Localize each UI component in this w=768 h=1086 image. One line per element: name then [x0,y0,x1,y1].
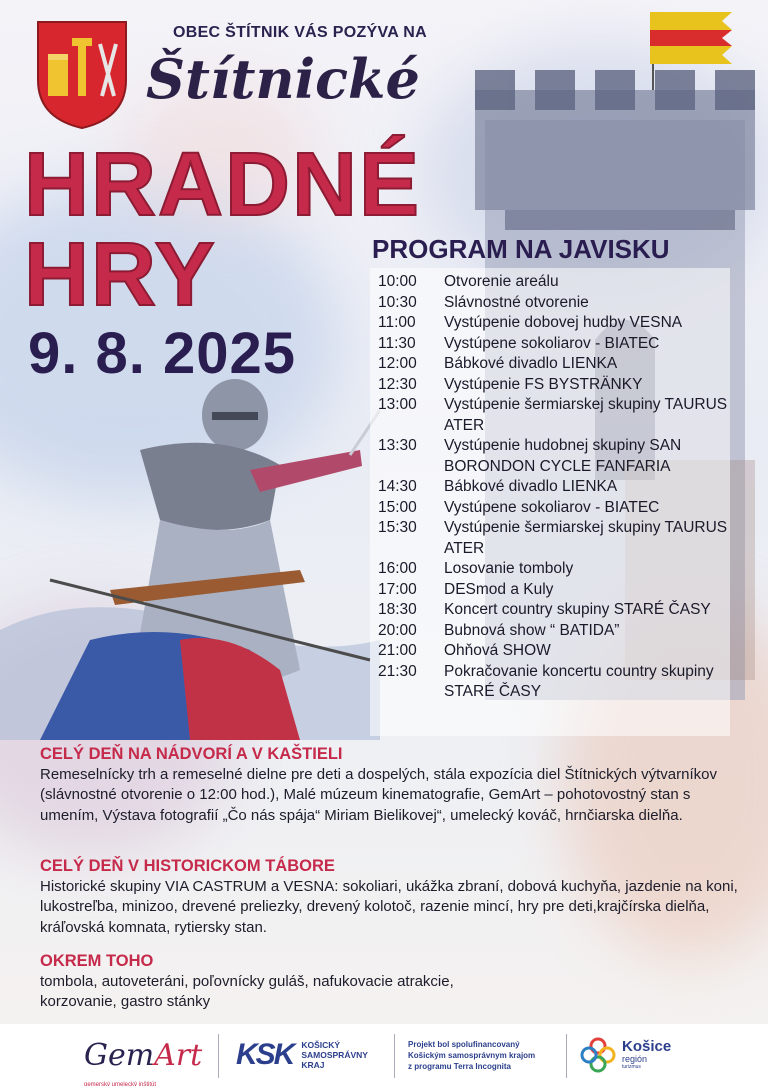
schedule-row [378,621,738,642]
schedule-activity: Bábkové divadlo LIENKA [444,355,618,372]
kosice-flower-icon [580,1037,616,1073]
schedule-time: 11:00 [378,314,416,331]
schedule-activity: Slávnostné otvorenie [444,293,589,311]
courtyard-text: Remeselnícky trh a remeselné dielne pre deti a dospelých, stála expozícia diel Štítnických výtvarníkov (slávnostné otvorenie o 12:00 hod.), Malé múzeum kinematografie, GemArt – pohotovostný stan s umením, Výstava fotografií „Čo nás spája“ Miriam Bielikovej“, umelecký kováč, hrnčiarska dielňa. [40,765,717,824]
schedule-time: 14:30 [378,478,417,495]
kosice-subtitle: región [622,1054,648,1064]
schedule-row [378,559,738,580]
schedule-activity: Vystúpenie šermiarskej skupiny TAURUS ATER [444,519,728,557]
schedule-activity: Vystúpene sokoliarov - BIATEC [444,334,660,352]
schedule-row [378,354,738,375]
schedule-activity: Otvorenie areálu [444,273,559,290]
schedule-activity: Vystúpenie FS BYSTRÄNKY [444,375,643,393]
schedule-row [378,293,738,314]
event-subtitle: Štítnické [146,47,420,111]
schedule-activity: Vystúpene sokoliarov - BIATEC [444,498,660,516]
camp-section [40,856,740,938]
extra-section [40,951,470,1013]
schedule-activity: Bábkové divadlo LIENKA [444,478,618,495]
schedule-time: 12:00 [378,355,417,372]
ksk-mark: KSK [236,1038,294,1071]
ksk-line2: SAMOSPRÁVNY [301,1050,368,1060]
schedule-time: 15:00 [378,498,417,516]
flag-icon [650,12,732,64]
schedule-row [378,580,738,601]
extra-heading: OKREM TOHO [40,952,154,970]
schedule-row [378,272,738,293]
kosice-tiny: turizmus [622,1064,641,1070]
schedule-row [378,436,738,477]
schedule-time: 18:30 [378,601,417,618]
schedule-time: 15:30 [378,519,417,536]
schedule-time: 17:00 [378,580,417,598]
event-date: 9. 8. 2025 [28,321,296,386]
program-title: PROGRAM NA JAVISKU [372,234,670,264]
schedule-time: 10:30 [378,293,417,311]
schedule-activity: DESmod a Kuly [444,580,554,598]
schedule-row [378,334,738,355]
footer-divider [218,1034,219,1078]
project-line2: Košickým samosprávnym krajom [408,1050,536,1060]
event-title-line2: HRY [24,225,217,325]
schedule-activity: Ohňová SHOW [444,642,551,659]
footer-divider [394,1034,395,1078]
courtyard-section [40,744,740,826]
knight-illustration [0,370,380,740]
event-title-line1: HRADNÉ [24,135,422,235]
schedule-activity: Vystúpenie dobovej hudby VESNA [444,314,683,331]
gemart-logo [84,1024,202,1086]
schedule-time: 12:30 [378,375,417,393]
schedule-time: 21:00 [378,642,417,659]
schedule-activity: Vystúpenie hudobnej skupiny SAN BORONDON CYCLE FANFARIA [444,437,682,475]
kosice-title: Košice [622,1038,672,1055]
schedule-time: 16:00 [378,560,417,577]
schedule-row [378,477,738,498]
schedule-time: 10:00 [378,273,417,290]
project-line1: Projekt bol spolufinancovaný [408,1039,520,1049]
schedule-row [378,518,738,559]
schedule-row [378,375,738,396]
invitation-line: OBEC ŠTÍTNIK VÁS POZÝVA NA [172,24,428,41]
schedule-time: 11:30 [378,334,416,352]
courtyard-heading: CELÝ DEŇ NA NÁDVORÍ A V KAŠTIELI [40,745,343,763]
schedule-row [378,313,738,334]
schedule-row [378,498,738,519]
extra-text: tombola, autoveteráni, poľovnícky guláš, nafukovacie atrakcie, korzovanie, gastro stánky [40,972,454,1011]
program-schedule [378,272,738,703]
schedule-row [378,395,738,436]
schedule-activity: Koncert country skupiny STARÉ ČASY [444,601,711,618]
schedule-time: 13:30 [378,437,417,454]
ksk-line1: KOŠICKÝ [301,1040,341,1050]
schedule-time: 21:30 [378,662,417,680]
camp-text: Historické skupiny VIA CASTRUM a VESNA: sokoliari, ukážka zbraní, dobová kuchyňa, jazdenie na koni, lukostreľba, minizoo, drevené preliezky, drevený kolotoč, razenie mincí, hry pre deti,krajčírska dielňa, kráľovská komnata, rytiersky stan. [40,877,738,936]
camp-heading: CELÝ DEŇ V HISTORICKOM TÁBORE [40,857,335,875]
schedule-time: 20:00 [378,621,417,639]
schedule-row [378,600,738,621]
schedule-activity: Bubnová show “ BATIDA” [444,621,620,639]
gemart-name-b: Art [154,1037,203,1073]
gemart-subtitle: gemerský umelecký inštitút [84,1081,157,1086]
schedule-row [378,641,738,662]
schedule-activity: Vystúpenie šermiarskej skupiny TAURUS ATER [444,396,728,434]
schedule-row [378,662,738,703]
schedule-time: 13:00 [378,396,417,413]
gemart-name-a: Gem [84,1037,155,1073]
footer-divider [566,1034,567,1078]
schedule-activity: Pokračovanie koncertu country skupiny STARÉ ČASY [444,662,714,700]
ksk-line3: KRAJ [301,1060,325,1070]
project-line3: z programu Terra Incognita [408,1061,511,1071]
project-note [408,1024,568,1086]
kosice-region-logo [580,1024,671,1086]
schedule-activity: Losovanie tomboly [444,560,574,577]
ksk-logo [236,1024,368,1086]
